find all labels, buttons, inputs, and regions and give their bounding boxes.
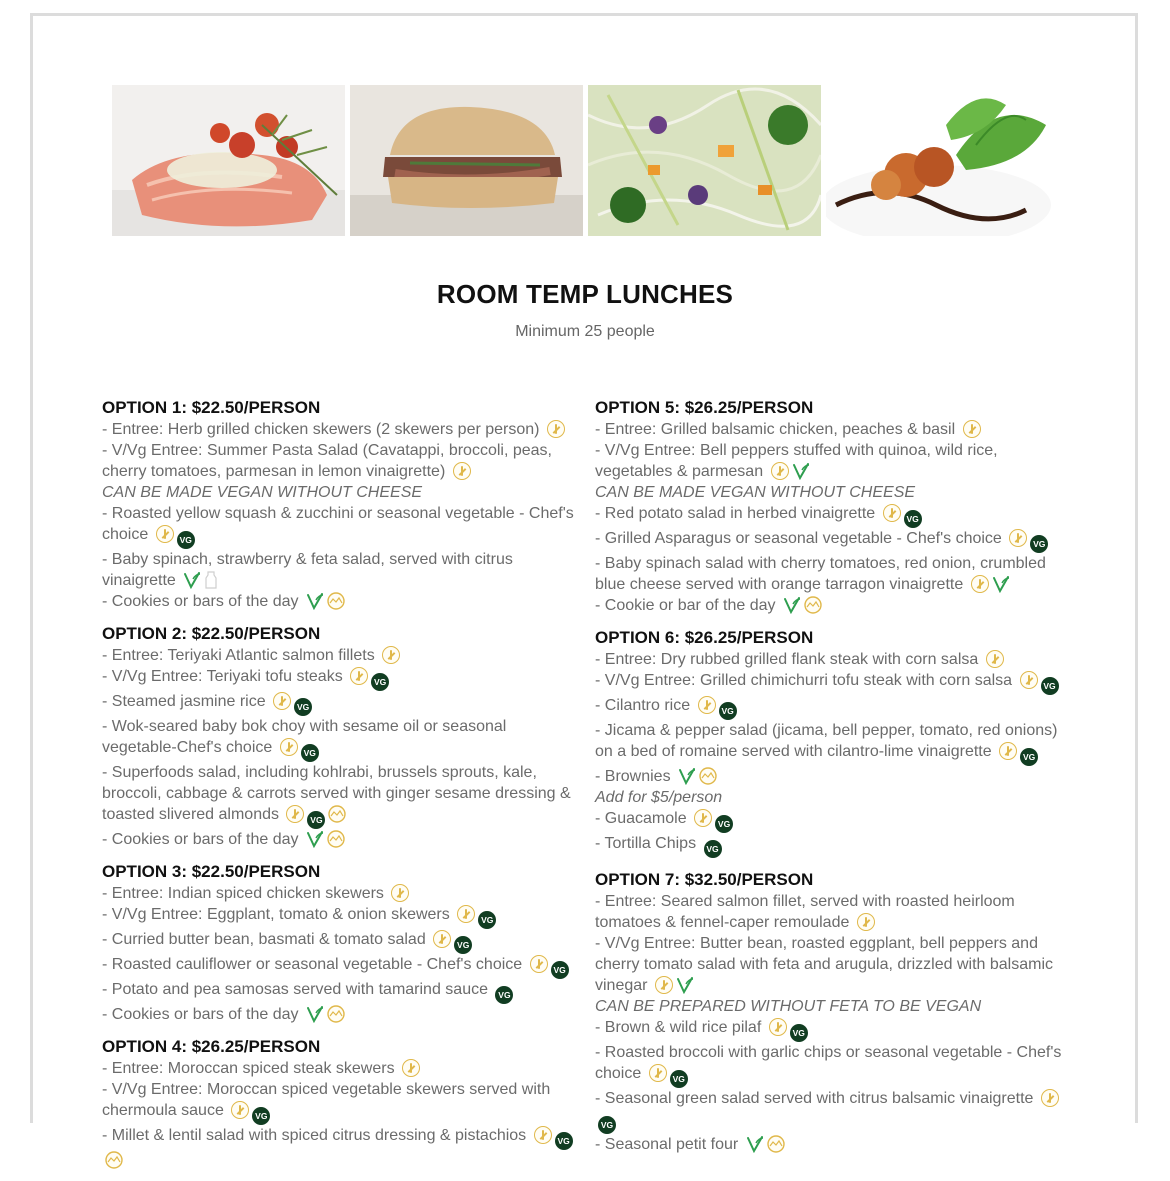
gluten-free-icon: [986, 650, 1004, 668]
menu-item-text: - Superfoods salad, including kohlrabi, brussels sprouts, kale, broccoli, cabbage & carrots served with ginger sesame dressing & toasted slivered almonds: [102, 764, 571, 823]
menu-item-text: - Brownies: [595, 768, 671, 785]
gluten-free-icon: [382, 646, 400, 664]
menu-item-text: - Roasted broccoli with garlic chips or seasonal vegetable - Chef's choice: [595, 1044, 1062, 1082]
menu-item: [102, 979, 578, 1004]
menu-item: [102, 929, 578, 954]
menu-item: [595, 808, 1065, 833]
egg-icon: [767, 1135, 785, 1153]
menu-item-text: - V/Vg Entree: Grilled chimichurri tofu steak with corn salsa: [595, 672, 1013, 689]
menu-item-text: - Wok-seared baby bok choy with sesame oil or seasonal vegetable-Chef's choice: [102, 718, 507, 756]
gluten-free-icon: [883, 504, 901, 522]
dairy-icon: [204, 571, 218, 589]
vegan-icon: VG: [307, 811, 325, 829]
gluten-free-icon: [649, 1064, 667, 1082]
options-column-right: [595, 396, 1065, 1165]
menu-item: [102, 503, 578, 549]
vegetarian-icon: [992, 575, 1010, 593]
salad-photo: [588, 85, 821, 236]
menu-item: [102, 591, 578, 612]
menu-option: [102, 860, 578, 1025]
menu-item: [102, 1125, 578, 1171]
option-title: OPTION 3: $22.50/PERSON: [102, 862, 321, 881]
menu-item: [102, 440, 578, 482]
option-title: OPTION 4: $26.25/PERSON: [102, 1037, 321, 1056]
option-note: [595, 482, 1065, 503]
option-note: [102, 482, 578, 503]
menu-item-text: - Guacamole: [595, 810, 687, 827]
sandwich-photo: [350, 85, 583, 236]
menu-item-text: - V/Vg Entree: Eggplant, tomato & onion skewers: [102, 906, 450, 923]
menu-item: [595, 933, 1065, 996]
menu-item-text: - Steamed jasmine rice: [102, 693, 266, 710]
gluten-free-icon: [350, 667, 368, 685]
menu-option: [102, 622, 578, 850]
gluten-free-icon: [453, 462, 471, 480]
menu-item: [595, 595, 1065, 616]
egg-icon: [327, 830, 345, 848]
menu-item-text: CAN BE MADE VEGAN WITHOUT CHEESE: [102, 484, 423, 501]
vegan-icon: VG: [1041, 677, 1059, 695]
photo-strip: [112, 85, 1059, 236]
gluten-free-icon: [156, 525, 174, 543]
dessert-photo: [826, 85, 1059, 236]
vegan-icon: VG: [719, 702, 737, 720]
menu-item: [102, 904, 578, 929]
menu-item: [102, 645, 578, 666]
menu-item-text: - Baby spinach, strawberry & feta salad, served with citrus vinaigrette: [102, 551, 513, 589]
menu-item-text: - Entree: Grilled balsamic chicken, peaches & basil: [595, 421, 956, 438]
salmon-photo: [112, 85, 345, 236]
egg-icon: [699, 767, 717, 785]
menu-option: [595, 396, 1065, 616]
menu-option: [102, 396, 578, 612]
gluten-free-icon: [655, 976, 673, 994]
menu-item-text: - Entree: Dry rubbed grilled flank steak with corn salsa: [595, 651, 979, 668]
vegan-icon: VG: [555, 1132, 573, 1150]
menu-item-text: - Millet & lentil salad with spiced citrus dressing & pistachios: [102, 1127, 527, 1144]
vegan-icon: VG: [1020, 748, 1038, 766]
vegan-icon: VG: [294, 698, 312, 716]
menu-item: [595, 528, 1065, 553]
egg-icon: [105, 1151, 123, 1169]
menu-item: [595, 766, 1065, 787]
menu-item: [595, 720, 1065, 766]
vegetarian-icon: [746, 1135, 764, 1153]
vegan-icon: VG: [790, 1024, 808, 1042]
gluten-free-icon: [391, 884, 409, 902]
option-title: OPTION 5: $26.25/PERSON: [595, 398, 814, 417]
menu-item-text: - V/Vg Entree: Summer Pasta Salad (Cavatappi, broccoli, peas, cherry tomatoes, parmesan in lemon vinaigrette): [102, 442, 552, 480]
menu-item-text: - Cilantro rice: [595, 697, 691, 714]
gluten-free-icon: [771, 462, 789, 480]
menu-item: [595, 833, 1065, 858]
vegan-icon: VG: [670, 1070, 688, 1088]
vegan-icon: VG: [478, 911, 496, 929]
menu-item-text: - V/Vg Entree: Moroccan spiced vegetable skewers served with chermoula sauce: [102, 1081, 551, 1119]
gluten-free-icon: [457, 905, 475, 923]
vegetarian-icon: [183, 571, 201, 589]
page-title: ROOM TEMP LUNCHES: [436, 279, 734, 309]
menu-item: [595, 503, 1065, 528]
menu-item: [102, 666, 578, 691]
gluten-free-icon: [280, 738, 298, 756]
gluten-free-icon: [402, 1059, 420, 1077]
vegetarian-icon: [306, 830, 324, 848]
menu-item-text: - Cookies or bars of the day: [102, 831, 299, 848]
menu-item: [595, 440, 1065, 482]
option-title: OPTION 7: $32.50/PERSON: [595, 870, 814, 889]
vegan-icon: VG: [252, 1107, 270, 1125]
vegetarian-icon: [792, 462, 810, 480]
menu-item-text: - Jicama & pepper salad (jicama, bell pepper, tomato, red onions) on a bed of romaine served with cilantro-lime vinaigrette: [595, 722, 1058, 760]
vegetarian-icon: [676, 976, 694, 994]
menu-item: [595, 419, 1065, 440]
vegan-icon: VG: [1030, 535, 1048, 553]
vegan-icon: VG: [715, 815, 733, 833]
menu-item-text: - Seasonal green salad served with citrus balsamic vinaigrette: [595, 1090, 1034, 1107]
menu-item: [102, 883, 578, 904]
menu-item-text: - Entree: Herb grilled chicken skewers (2 skewers per person): [102, 421, 540, 438]
egg-icon: [804, 596, 822, 614]
menu-item-text: - Roasted yellow squash & zucchini or seasonal vegetable - Chef's choice: [102, 505, 574, 543]
egg-icon: [327, 592, 345, 610]
vegan-icon: VG: [371, 673, 389, 691]
menu-option: [595, 626, 1065, 858]
gluten-free-icon: [286, 805, 304, 823]
menu-item-text: - Brown & wild rice pilaf: [595, 1019, 762, 1036]
menu-item-text: - Cookies or bars of the day: [102, 593, 299, 610]
gluten-free-icon: [1041, 1089, 1059, 1107]
menu-item: [102, 829, 578, 850]
menu-item-text: - Entree: Indian spiced chicken skewers: [102, 885, 384, 902]
menu-item: [595, 1042, 1065, 1088]
menu-item: [102, 691, 578, 716]
menu-item-text: - Seasonal petit four: [595, 1136, 739, 1153]
menu-item: [595, 1088, 1065, 1134]
page-subtitle: Minimum 25 people: [515, 323, 655, 340]
gluten-free-icon: [530, 955, 548, 973]
menu-item-text: - Roasted cauliflower or seasonal vegetable - Chef's choice: [102, 956, 523, 973]
menu-item: [102, 1079, 578, 1125]
gluten-free-icon: [698, 696, 716, 714]
vegetarian-icon: [678, 767, 696, 785]
vegan-icon: VG: [177, 531, 195, 549]
gluten-free-icon: [769, 1018, 787, 1036]
gluten-free-icon: [231, 1101, 249, 1119]
vegan-icon: VG: [904, 510, 922, 528]
menu-item-text: - Baby spinach salad with cherry tomatoes, red onion, crumbled blue cheese served with orange tarragon vinaigrette: [595, 555, 1046, 593]
menu-item: [102, 762, 578, 829]
menu-item: [595, 1017, 1065, 1042]
menu-item: [102, 549, 578, 591]
options-column-left: [102, 396, 578, 1181]
menu-item-text: - V/Vg Entree: Bell peppers stuffed with quinoa, wild rice, vegetables & parmesan: [595, 442, 998, 480]
vegan-icon: VG: [551, 961, 569, 979]
menu-item-text: - Tortilla Chips: [595, 835, 697, 852]
vegan-icon: VG: [454, 936, 472, 954]
menu-item: [102, 716, 578, 762]
egg-icon: [327, 1005, 345, 1023]
gluten-free-icon: [534, 1126, 552, 1144]
vegan-icon: VG: [704, 840, 722, 858]
gluten-free-icon: [694, 809, 712, 827]
gluten-free-icon: [963, 420, 981, 438]
menu-option: [595, 868, 1065, 1155]
menu-item-text: - Entree: Moroccan spiced steak skewers: [102, 1060, 395, 1077]
menu-item-text: Add for $5/person: [595, 789, 723, 806]
gluten-free-icon: [999, 742, 1017, 760]
menu-item-text: - Curried butter bean, basmati & tomato salad: [102, 931, 426, 948]
menu-item-text: - Red potato salad in herbed vinaigrette: [595, 505, 876, 522]
vegan-icon: VG: [598, 1116, 616, 1134]
menu-item-text: - V/Vg Entree: Butter bean, roasted eggplant, bell peppers and cherry tomato salad with feta and arugula, drizzled with balsamic vinegar: [595, 935, 1053, 994]
vegan-icon: VG: [495, 986, 513, 1004]
menu-item: [595, 670, 1065, 695]
gluten-free-icon: [857, 913, 875, 931]
option-title: OPTION 2: $22.50/PERSON: [102, 624, 321, 643]
vegetarian-icon: [306, 592, 324, 610]
menu-item-text: - Cookies or bars of the day: [102, 1006, 299, 1023]
option-note: [595, 996, 1065, 1017]
menu-item-text: - Entree: Seared salmon fillet, served with roasted heirloom tomatoes & fennel-caper remoulade: [595, 893, 1015, 931]
gluten-free-icon: [1020, 671, 1038, 689]
menu-item: [102, 954, 578, 979]
menu-item-text: - Potato and pea samosas served with tamarind sauce: [102, 981, 488, 998]
gluten-free-icon: [273, 692, 291, 710]
option-title: OPTION 1: $22.50/PERSON: [102, 398, 321, 417]
menu-item: [595, 649, 1065, 670]
menu-item: [102, 419, 578, 440]
menu-item-text: CAN BE MADE VEGAN WITHOUT CHEESE: [595, 484, 916, 501]
menu-item: [595, 695, 1065, 720]
menu-item-text: - V/Vg Entree: Teriyaki tofu steaks: [102, 668, 343, 685]
egg-icon: [328, 805, 346, 823]
vegan-icon: VG: [301, 744, 319, 762]
option-note: [595, 787, 1065, 808]
vegetarian-icon: [306, 1005, 324, 1023]
menu-item: [595, 891, 1065, 933]
menu-item-text: - Cookie or bar of the day: [595, 597, 776, 614]
option-title: OPTION 6: $26.25/PERSON: [595, 628, 814, 647]
gluten-free-icon: [1009, 529, 1027, 547]
gluten-free-icon: [547, 420, 565, 438]
menu-item: [102, 1004, 578, 1025]
menu-item-text: - Grilled Asparagus or seasonal vegetable - Chef's choice: [595, 530, 1002, 547]
menu-item: [595, 1134, 1065, 1155]
gluten-free-icon: [971, 575, 989, 593]
vegetarian-icon: [783, 596, 801, 614]
menu-item: [595, 553, 1065, 595]
gluten-free-icon: [433, 930, 451, 948]
menu-item-text: - Entree: Teriyaki Atlantic salmon fillets: [102, 647, 375, 664]
menu-item-text: CAN BE PREPARED WITHOUT FETA TO BE VEGAN: [595, 998, 982, 1015]
menu-option: [102, 1035, 578, 1171]
menu-item: [102, 1058, 578, 1079]
